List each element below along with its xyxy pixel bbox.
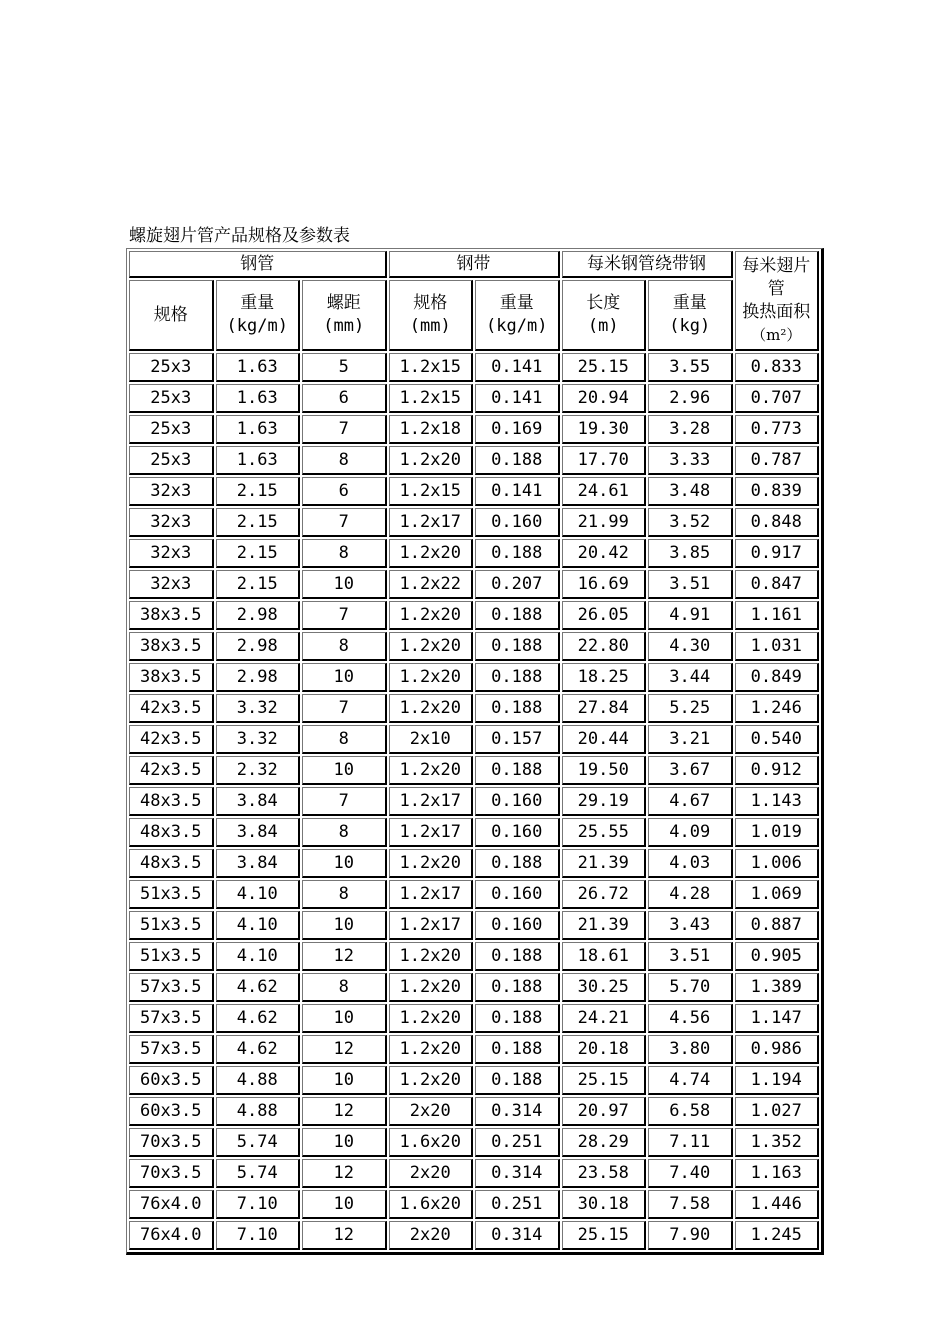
cell-strip-spec: 1.2x22 bbox=[389, 570, 474, 599]
cell-weight: 3.84 bbox=[216, 818, 301, 847]
cell-spec: 42x3.5 bbox=[129, 725, 214, 754]
cell-strip-spec: 1.2x17 bbox=[389, 787, 474, 816]
cell-wound-weight: 3.44 bbox=[648, 663, 733, 692]
cell-wound-weight: 6.58 bbox=[648, 1097, 733, 1126]
cell-strip-weight: 0.141 bbox=[475, 353, 560, 382]
table-row bbox=[129, 415, 819, 444]
cell-strip-spec: 1.2x20 bbox=[389, 1004, 474, 1033]
cell-spec: 57x3.5 bbox=[129, 1035, 214, 1064]
cell-weight: 1.63 bbox=[216, 384, 301, 413]
cell-spec: 60x3.5 bbox=[129, 1066, 214, 1095]
table-row bbox=[129, 818, 819, 847]
cell-fin-area: 1.161 bbox=[735, 601, 820, 630]
cell-strip-weight: 0.157 bbox=[475, 725, 560, 754]
cell-strip-weight: 0.188 bbox=[475, 756, 560, 785]
cell-spec: 48x3.5 bbox=[129, 818, 214, 847]
cell-pitch: 12 bbox=[302, 1035, 387, 1064]
cell-weight: 4.88 bbox=[216, 1097, 301, 1126]
cell-strip-weight: 0.188 bbox=[475, 1035, 560, 1064]
cell-strip-spec: 1.6x20 bbox=[389, 1128, 474, 1157]
cell-strip-spec: 1.2x15 bbox=[389, 477, 474, 506]
cell-strip-weight: 0.188 bbox=[475, 694, 560, 723]
cell-strip-weight: 0.251 bbox=[475, 1128, 560, 1157]
cell-fin-area: 0.847 bbox=[735, 570, 820, 599]
cell-length: 19.30 bbox=[562, 415, 647, 444]
col-strip-spec: 规格 (mm) bbox=[389, 280, 474, 351]
cell-strip-weight: 0.160 bbox=[475, 911, 560, 940]
cell-pitch: 12 bbox=[302, 1097, 387, 1126]
cell-pitch: 7 bbox=[302, 508, 387, 537]
cell-spec: 60x3.5 bbox=[129, 1097, 214, 1126]
cell-weight: 1.63 bbox=[216, 353, 301, 382]
table-row bbox=[129, 384, 819, 413]
cell-pitch: 5 bbox=[302, 353, 387, 382]
col-wound-weight: 重量 (kg) bbox=[648, 280, 733, 351]
cell-weight: 2.98 bbox=[216, 663, 301, 692]
cell-spec: 51x3.5 bbox=[129, 880, 214, 909]
cell-fin-area: 0.849 bbox=[735, 663, 820, 692]
cell-wound-weight: 3.21 bbox=[648, 725, 733, 754]
cell-strip-spec: 1.2x18 bbox=[389, 415, 474, 444]
cell-strip-spec: 1.2x20 bbox=[389, 694, 474, 723]
cell-length: 18.61 bbox=[562, 942, 647, 971]
cell-weight: 4.10 bbox=[216, 942, 301, 971]
cell-pitch: 10 bbox=[302, 849, 387, 878]
cell-fin-area: 0.848 bbox=[735, 508, 820, 537]
table-body bbox=[129, 353, 819, 1250]
table-row bbox=[129, 725, 819, 754]
cell-length: 22.80 bbox=[562, 632, 647, 661]
cell-spec: 32x3 bbox=[129, 508, 214, 537]
cell-length: 16.69 bbox=[562, 570, 647, 599]
cell-pitch: 12 bbox=[302, 1221, 387, 1250]
cell-length: 29.19 bbox=[562, 787, 647, 816]
cell-strip-spec: 1.2x20 bbox=[389, 1066, 474, 1095]
cell-strip-spec: 1.2x20 bbox=[389, 663, 474, 692]
table-row bbox=[129, 632, 819, 661]
cell-length: 26.72 bbox=[562, 880, 647, 909]
cell-wound-weight: 3.55 bbox=[648, 353, 733, 382]
cell-pitch: 10 bbox=[302, 756, 387, 785]
table-row bbox=[129, 1066, 819, 1095]
cell-spec: 32x3 bbox=[129, 570, 214, 599]
table-row bbox=[129, 601, 819, 630]
cell-wound-weight: 3.52 bbox=[648, 508, 733, 537]
cell-length: 23.58 bbox=[562, 1159, 647, 1188]
spec-table-frame bbox=[126, 248, 824, 1255]
cell-wound-weight: 3.48 bbox=[648, 477, 733, 506]
cell-strip-weight: 0.188 bbox=[475, 663, 560, 692]
cell-strip-weight: 0.188 bbox=[475, 849, 560, 878]
table-row bbox=[129, 1159, 819, 1188]
cell-fin-area: 0.540 bbox=[735, 725, 820, 754]
table-row bbox=[129, 1097, 819, 1126]
cell-wound-weight: 4.74 bbox=[648, 1066, 733, 1095]
cell-strip-spec: 1.2x15 bbox=[389, 384, 474, 413]
cell-fin-area: 0.833 bbox=[735, 353, 820, 382]
cell-wound-weight: 5.70 bbox=[648, 973, 733, 1002]
cell-strip-spec: 2x20 bbox=[389, 1097, 474, 1126]
cell-fin-area: 0.787 bbox=[735, 446, 820, 475]
header-group-row bbox=[129, 251, 819, 278]
cell-strip-weight: 0.188 bbox=[475, 1004, 560, 1033]
table-row bbox=[129, 756, 819, 785]
cell-pitch: 8 bbox=[302, 973, 387, 1002]
cell-strip-weight: 0.314 bbox=[475, 1159, 560, 1188]
cell-wound-weight: 4.03 bbox=[648, 849, 733, 878]
col-strip-weight: 重量 (kg/m) bbox=[475, 280, 560, 351]
cell-length: 21.99 bbox=[562, 508, 647, 537]
table-caption: 螺旋翅片管产品规格及参数表 bbox=[129, 226, 350, 246]
cell-strip-weight: 0.251 bbox=[475, 1190, 560, 1219]
cell-pitch: 6 bbox=[302, 384, 387, 413]
cell-pitch: 12 bbox=[302, 1159, 387, 1188]
cell-fin-area: 0.773 bbox=[735, 415, 820, 444]
cell-strip-weight: 0.188 bbox=[475, 973, 560, 1002]
cell-pitch: 10 bbox=[302, 1190, 387, 1219]
cell-spec: 32x3 bbox=[129, 539, 214, 568]
cell-length: 25.15 bbox=[562, 353, 647, 382]
cell-weight: 2.15 bbox=[216, 570, 301, 599]
cell-strip-spec: 1.2x17 bbox=[389, 508, 474, 537]
cell-length: 25.15 bbox=[562, 1221, 647, 1250]
cell-length: 27.84 bbox=[562, 694, 647, 723]
cell-strip-weight: 0.160 bbox=[475, 818, 560, 847]
table-row bbox=[129, 1190, 819, 1219]
col-spec: 规格 bbox=[129, 280, 214, 351]
cell-weight: 3.84 bbox=[216, 787, 301, 816]
cell-pitch: 7 bbox=[302, 601, 387, 630]
cell-length: 28.29 bbox=[562, 1128, 647, 1157]
fin-area-line-2: 管 bbox=[767, 278, 785, 299]
cell-strip-weight: 0.160 bbox=[475, 880, 560, 909]
cell-strip-spec: 1.2x17 bbox=[389, 880, 474, 909]
cell-wound-weight: 4.67 bbox=[648, 787, 733, 816]
cell-fin-area: 1.246 bbox=[735, 694, 820, 723]
cell-weight: 2.98 bbox=[216, 601, 301, 630]
cell-strip-weight: 0.188 bbox=[475, 1066, 560, 1095]
cell-strip-spec: 1.6x20 bbox=[389, 1190, 474, 1219]
cell-wound-weight: 4.56 bbox=[648, 1004, 733, 1033]
cell-strip-weight: 0.188 bbox=[475, 539, 560, 568]
cell-spec: 57x3.5 bbox=[129, 1004, 214, 1033]
cell-length: 18.25 bbox=[562, 663, 647, 692]
cell-strip-spec: 1.2x20 bbox=[389, 601, 474, 630]
cell-weight: 2.32 bbox=[216, 756, 301, 785]
cell-weight: 1.63 bbox=[216, 415, 301, 444]
cell-strip-spec: 1.2x17 bbox=[389, 818, 474, 847]
cell-spec: 76x4.0 bbox=[129, 1221, 214, 1250]
cell-length: 20.18 bbox=[562, 1035, 647, 1064]
cell-wound-weight: 2.96 bbox=[648, 384, 733, 413]
cell-weight: 4.88 bbox=[216, 1066, 301, 1095]
cell-strip-weight: 0.188 bbox=[475, 632, 560, 661]
cell-wound-weight: 7.90 bbox=[648, 1221, 733, 1250]
cell-wound-weight: 4.09 bbox=[648, 818, 733, 847]
table-row bbox=[129, 694, 819, 723]
cell-strip-weight: 0.141 bbox=[475, 477, 560, 506]
cell-length: 25.55 bbox=[562, 818, 647, 847]
cell-fin-area: 1.069 bbox=[735, 880, 820, 909]
cell-wound-weight: 3.28 bbox=[648, 415, 733, 444]
table-row bbox=[129, 353, 819, 382]
cell-fin-area: 1.031 bbox=[735, 632, 820, 661]
cell-pitch: 8 bbox=[302, 632, 387, 661]
cell-length: 24.21 bbox=[562, 1004, 647, 1033]
cell-strip-spec: 1.2x17 bbox=[389, 911, 474, 940]
table-row bbox=[129, 1128, 819, 1157]
cell-spec: 38x3.5 bbox=[129, 601, 214, 630]
cell-strip-weight: 0.188 bbox=[475, 942, 560, 971]
cell-fin-area: 0.707 bbox=[735, 384, 820, 413]
cell-strip-spec: 1.2x20 bbox=[389, 446, 474, 475]
cell-length: 25.15 bbox=[562, 1066, 647, 1095]
cell-spec: 38x3.5 bbox=[129, 632, 214, 661]
cell-pitch: 8 bbox=[302, 880, 387, 909]
cell-pitch: 7 bbox=[302, 415, 387, 444]
cell-pitch: 10 bbox=[302, 1128, 387, 1157]
cell-fin-area: 1.027 bbox=[735, 1097, 820, 1126]
cell-weight: 3.32 bbox=[216, 694, 301, 723]
cell-length: 24.61 bbox=[562, 477, 647, 506]
cell-strip-spec: 1.2x20 bbox=[389, 973, 474, 1002]
table-row bbox=[129, 570, 819, 599]
cell-spec: 42x3.5 bbox=[129, 756, 214, 785]
table-row bbox=[129, 539, 819, 568]
cell-wound-weight: 3.85 bbox=[648, 539, 733, 568]
cell-strip-weight: 0.188 bbox=[475, 446, 560, 475]
cell-pitch: 12 bbox=[302, 942, 387, 971]
cell-spec: 48x3.5 bbox=[129, 787, 214, 816]
cell-weight: 1.63 bbox=[216, 446, 301, 475]
cell-length: 17.70 bbox=[562, 446, 647, 475]
cell-length: 21.39 bbox=[562, 911, 647, 940]
cell-spec: 70x3.5 bbox=[129, 1128, 214, 1157]
table-row bbox=[129, 973, 819, 1002]
cell-spec: 76x4.0 bbox=[129, 1190, 214, 1219]
cell-strip-weight: 0.314 bbox=[475, 1097, 560, 1126]
cell-weight: 4.10 bbox=[216, 880, 301, 909]
cell-wound-weight: 3.33 bbox=[648, 446, 733, 475]
cell-weight: 5.74 bbox=[216, 1128, 301, 1157]
col-pitch: 螺距 (mm) bbox=[302, 280, 387, 351]
group-fin-area bbox=[735, 251, 820, 351]
cell-strip-spec: 1.2x20 bbox=[389, 539, 474, 568]
spec-table bbox=[127, 249, 821, 1252]
cell-spec: 57x3.5 bbox=[129, 973, 214, 1002]
cell-fin-area: 1.143 bbox=[735, 787, 820, 816]
cell-pitch: 10 bbox=[302, 663, 387, 692]
cell-fin-area: 0.839 bbox=[735, 477, 820, 506]
cell-strip-weight: 0.160 bbox=[475, 508, 560, 537]
cell-wound-weight: 7.11 bbox=[648, 1128, 733, 1157]
cell-wound-weight: 4.28 bbox=[648, 880, 733, 909]
fin-area-line-4: （m²） bbox=[751, 325, 802, 344]
cell-fin-area: 1.147 bbox=[735, 1004, 820, 1033]
cell-spec: 25x3 bbox=[129, 353, 214, 382]
cell-fin-area: 1.245 bbox=[735, 1221, 820, 1250]
cell-weight: 7.10 bbox=[216, 1190, 301, 1219]
cell-pitch: 8 bbox=[302, 539, 387, 568]
cell-spec: 25x3 bbox=[129, 384, 214, 413]
col-weight: 重量 (kg/m) bbox=[216, 280, 301, 351]
cell-wound-weight: 3.51 bbox=[648, 942, 733, 971]
table-row bbox=[129, 1004, 819, 1033]
table-row bbox=[129, 1221, 819, 1250]
fin-area-line-3: 换热面积 bbox=[742, 301, 811, 322]
cell-fin-area: 1.389 bbox=[735, 973, 820, 1002]
cell-wound-weight: 4.91 bbox=[648, 601, 733, 630]
cell-weight: 4.62 bbox=[216, 973, 301, 1002]
cell-strip-weight: 0.314 bbox=[475, 1221, 560, 1250]
cell-spec: 25x3 bbox=[129, 415, 214, 444]
cell-fin-area: 0.986 bbox=[735, 1035, 820, 1064]
cell-weight: 3.32 bbox=[216, 725, 301, 754]
table-row bbox=[129, 477, 819, 506]
cell-length: 21.39 bbox=[562, 849, 647, 878]
cell-weight: 4.62 bbox=[216, 1035, 301, 1064]
cell-wound-weight: 3.80 bbox=[648, 1035, 733, 1064]
table-row bbox=[129, 1035, 819, 1064]
cell-spec: 25x3 bbox=[129, 446, 214, 475]
header-column-row bbox=[129, 280, 819, 351]
cell-pitch: 7 bbox=[302, 694, 387, 723]
table-row bbox=[129, 911, 819, 940]
cell-strip-weight: 0.207 bbox=[475, 570, 560, 599]
cell-length: 20.42 bbox=[562, 539, 647, 568]
cell-fin-area: 1.446 bbox=[735, 1190, 820, 1219]
cell-strip-spec: 1.2x20 bbox=[389, 756, 474, 785]
cell-weight: 3.84 bbox=[216, 849, 301, 878]
cell-weight: 2.98 bbox=[216, 632, 301, 661]
cell-spec: 32x3 bbox=[129, 477, 214, 506]
cell-strip-spec: 2x20 bbox=[389, 1221, 474, 1250]
cell-spec: 70x3.5 bbox=[129, 1159, 214, 1188]
cell-pitch: 8 bbox=[302, 446, 387, 475]
cell-strip-weight: 0.141 bbox=[475, 384, 560, 413]
cell-pitch: 7 bbox=[302, 787, 387, 816]
cell-strip-spec: 1.2x20 bbox=[389, 942, 474, 971]
cell-strip-weight: 0.169 bbox=[475, 415, 560, 444]
cell-strip-spec: 1.2x15 bbox=[389, 353, 474, 382]
cell-fin-area: 1.352 bbox=[735, 1128, 820, 1157]
cell-wound-weight: 3.51 bbox=[648, 570, 733, 599]
cell-length: 20.44 bbox=[562, 725, 647, 754]
cell-pitch: 10 bbox=[302, 1066, 387, 1095]
table-row bbox=[129, 880, 819, 909]
cell-wound-weight: 5.25 bbox=[648, 694, 733, 723]
cell-pitch: 10 bbox=[302, 570, 387, 599]
cell-strip-spec: 1.2x20 bbox=[389, 849, 474, 878]
cell-strip-spec: 1.2x20 bbox=[389, 1035, 474, 1064]
table-row bbox=[129, 787, 819, 816]
group-steel-pipe: 钢管 bbox=[129, 251, 387, 278]
group-steel-strip: 钢带 bbox=[389, 251, 560, 278]
cell-fin-area: 1.194 bbox=[735, 1066, 820, 1095]
cell-weight: 2.15 bbox=[216, 477, 301, 506]
cell-strip-spec: 1.2x20 bbox=[389, 632, 474, 661]
cell-pitch: 8 bbox=[302, 725, 387, 754]
cell-fin-area: 0.912 bbox=[735, 756, 820, 785]
cell-length: 19.50 bbox=[562, 756, 647, 785]
cell-spec: 48x3.5 bbox=[129, 849, 214, 878]
cell-pitch: 8 bbox=[302, 818, 387, 847]
fin-area-line-1: 每米翅片 bbox=[742, 255, 811, 276]
cell-pitch: 10 bbox=[302, 1004, 387, 1033]
cell-strip-weight: 0.188 bbox=[475, 601, 560, 630]
cell-length: 30.18 bbox=[562, 1190, 647, 1219]
col-length: 长度 (m) bbox=[562, 280, 647, 351]
cell-wound-weight: 3.43 bbox=[648, 911, 733, 940]
cell-length: 20.97 bbox=[562, 1097, 647, 1126]
cell-fin-area: 0.887 bbox=[735, 911, 820, 940]
group-per-meter-strip: 每米钢管绕带钢 bbox=[562, 251, 733, 278]
table-row bbox=[129, 446, 819, 475]
cell-pitch: 10 bbox=[302, 911, 387, 940]
cell-strip-spec: 2x20 bbox=[389, 1159, 474, 1188]
cell-strip-weight: 0.160 bbox=[475, 787, 560, 816]
cell-fin-area: 1.006 bbox=[735, 849, 820, 878]
cell-wound-weight: 3.67 bbox=[648, 756, 733, 785]
cell-weight: 4.10 bbox=[216, 911, 301, 940]
table-row bbox=[129, 508, 819, 537]
cell-spec: 42x3.5 bbox=[129, 694, 214, 723]
cell-wound-weight: 7.58 bbox=[648, 1190, 733, 1219]
cell-fin-area: 1.163 bbox=[735, 1159, 820, 1188]
cell-length: 26.05 bbox=[562, 601, 647, 630]
cell-length: 20.94 bbox=[562, 384, 647, 413]
cell-wound-weight: 4.30 bbox=[648, 632, 733, 661]
cell-weight: 2.15 bbox=[216, 508, 301, 537]
cell-fin-area: 1.019 bbox=[735, 818, 820, 847]
cell-fin-area: 0.905 bbox=[735, 942, 820, 971]
cell-pitch: 6 bbox=[302, 477, 387, 506]
cell-spec: 38x3.5 bbox=[129, 663, 214, 692]
table-row bbox=[129, 849, 819, 878]
cell-weight: 4.62 bbox=[216, 1004, 301, 1033]
cell-weight: 2.15 bbox=[216, 539, 301, 568]
cell-spec: 51x3.5 bbox=[129, 911, 214, 940]
cell-fin-area: 0.917 bbox=[735, 539, 820, 568]
cell-length: 30.25 bbox=[562, 973, 647, 1002]
cell-strip-spec: 2x10 bbox=[389, 725, 474, 754]
cell-weight: 7.10 bbox=[216, 1221, 301, 1250]
table-row bbox=[129, 942, 819, 971]
cell-wound-weight: 7.40 bbox=[648, 1159, 733, 1188]
cell-spec: 51x3.5 bbox=[129, 942, 214, 971]
cell-weight: 5.74 bbox=[216, 1159, 301, 1188]
table-row bbox=[129, 663, 819, 692]
